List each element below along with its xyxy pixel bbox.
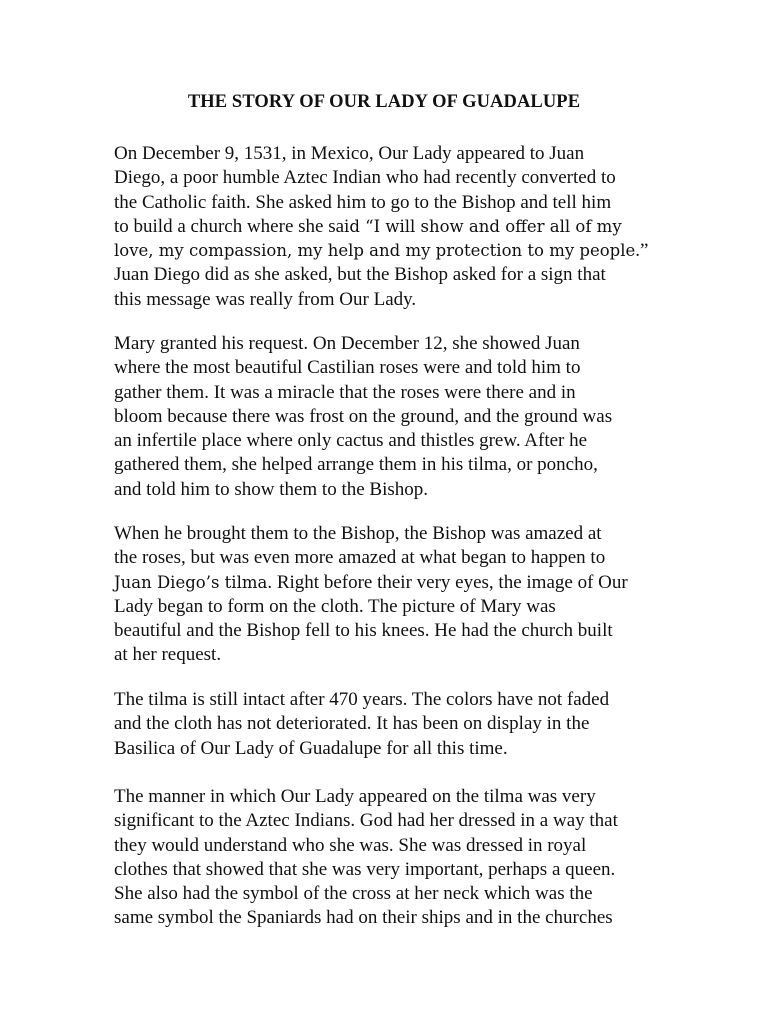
text-line: the Catholic faith. She asked him to go to the Bishop and tell him xyxy=(114,191,612,213)
text-line: On December 9, 1531, in Mexico, Our Lady appeared to Juan xyxy=(114,143,585,164)
text-line: She also had the symbol of the cross at her neck which was the xyxy=(114,883,593,905)
text-line: The manner in which Our Lady appeared on the tilma was very xyxy=(114,786,596,807)
text-line: The tilma is still intact after 470 years. The colors have not faded xyxy=(114,689,610,710)
text-line xyxy=(114,239,654,263)
text-line: and the cloth has not deteriorated. It has been on display in the xyxy=(114,713,590,735)
text-line: When he brought them to the Bishop, the Bishop was amazed at xyxy=(114,523,602,544)
paragraph-1 xyxy=(114,142,654,312)
text-run: . Right before their very eyes, the image of Our xyxy=(267,571,628,593)
text-line: beautiful and the Bishop fell to his knees. He had the church built xyxy=(114,620,613,642)
paragraph-4 xyxy=(114,688,654,761)
emphasized-quote: love, my compassion, my help and my protection to my people xyxy=(114,241,636,261)
text-line: same symbol the Spaniards had on their ships and in the churches xyxy=(114,907,613,929)
text-line: Juan Diego did as she asked, but the Bishop asked for a sign that xyxy=(114,264,606,286)
text-line: gather them. It was a miracle that the roses were there and in xyxy=(114,381,576,403)
text-line: an infertile place where only cactus and thistles grew. After he xyxy=(114,430,588,452)
text-line: and told him to show them to the Bishop. xyxy=(114,478,429,500)
emphasized-quote: id “I will show and offer all of my xyxy=(344,216,622,236)
text-run: to build a church where she sa xyxy=(114,215,345,237)
text-line: gathered them, she helped arrange them in his tilma, or poncho, xyxy=(114,454,598,476)
page-title: THE STORY OF OUR LADY OF GUADALUPE xyxy=(187,92,581,112)
text-line: at her request. xyxy=(114,644,222,666)
paragraph-3 xyxy=(114,522,654,668)
text-line: they would understand who she was. She was dressed in royal xyxy=(114,834,587,856)
text-line: Mary granted his request. On December 12, she showed Juan xyxy=(114,333,580,354)
paragraph-5 xyxy=(114,785,654,931)
text-line: significant to the Aztec Indians. God had her dressed in a way that xyxy=(114,810,618,832)
text-line: bloom because there was frost on the ground, and the ground was xyxy=(114,405,613,427)
text-run: .” xyxy=(635,240,649,262)
text-line: the roses, but was even more amazed at what began to happen to xyxy=(114,547,606,569)
text-line: Basilica of Our Lady of Guadalupe for all this time. xyxy=(114,737,508,759)
text-line: where the most beautiful Castilian roses were and told him to xyxy=(114,357,581,379)
paragraph-2 xyxy=(114,332,654,502)
text-line: this message was really from Our Lady. xyxy=(114,288,417,310)
text-line xyxy=(114,571,654,595)
emphasized-phrase: Juan Diego’s tilma xyxy=(114,572,268,592)
text-line: Lady began to form on the cloth. The picture of Mary was xyxy=(114,595,556,617)
text-line xyxy=(114,215,654,239)
text-line: Diego, a poor humble Aztec Indian who had recently converted to xyxy=(114,167,616,189)
text-line: clothes that showed that she was very important, perhaps a queen. xyxy=(114,858,616,880)
